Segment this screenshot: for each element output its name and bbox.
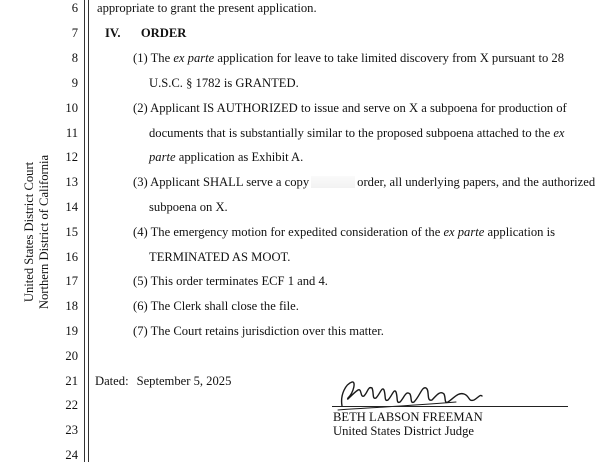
court-district: Northern District of California: [37, 154, 51, 310]
order-item-6: (6) The Clerk shall close the file.: [133, 299, 299, 313]
redaction-mark: [311, 176, 355, 188]
line-number: 20: [65, 349, 78, 363]
body-text-line: appropriate to grant the present application.: [97, 1, 317, 15]
order-text-italic: ex: [553, 126, 565, 140]
line-number: 23: [65, 423, 78, 437]
section-number: IV.: [105, 26, 121, 40]
order-text-italic: ex parte: [443, 225, 485, 239]
order-item-3: [133, 175, 595, 189]
judge-title: United States District Judge: [333, 424, 474, 438]
order-item-3-cont: subpoena on X.: [149, 200, 228, 214]
signature-line: [332, 406, 568, 407]
order-item-2: (2) Applicant IS AUTHORIZED to issue and serve on X a subpoena for production of: [133, 101, 567, 115]
gutter-rule-left: [84, 0, 85, 462]
order-item-1-cont: U.S.C. § 1782 is GRANTED.: [149, 76, 299, 90]
order-text: (4) The emergency motion for expedited consideration of the: [133, 225, 444, 239]
line-number: 12: [65, 150, 78, 164]
line-number: 22: [65, 398, 78, 412]
order-text: application is: [484, 225, 556, 239]
line-number: 24: [65, 448, 78, 462]
line-number: 13: [65, 175, 78, 189]
line-number: 10: [65, 101, 78, 115]
order-text: application as Exhibit A.: [175, 150, 304, 164]
line-number: 9: [71, 76, 78, 90]
order-item-4-cont: TERMINATED AS MOOT.: [149, 250, 291, 264]
line-number: 19: [65, 324, 78, 338]
line-number: 16: [65, 250, 78, 264]
order-item-1: [133, 51, 564, 65]
line-number: 17: [65, 274, 78, 288]
court-name: United States District Court: [22, 161, 36, 303]
line-number: 14: [65, 200, 78, 214]
order-text: (1) The: [133, 51, 174, 65]
dated-line: [95, 374, 231, 388]
order-item-7: (7) The Court retains jurisdiction over this matter.: [133, 324, 384, 338]
order-text-italic: ex parte: [173, 51, 215, 65]
line-number: 18: [65, 299, 78, 313]
section-heading: [105, 26, 186, 40]
order-text: application for leave to take limited discovery from X pursuant to 28: [214, 51, 564, 65]
line-number: 21: [65, 374, 78, 388]
judge-name: BETH LABSON FREEMAN: [333, 410, 483, 424]
dated-label: Dated:: [95, 374, 129, 388]
gutter-rule-right: [88, 0, 89, 462]
order-item-5: (5) This order terminates ECF 1 and 4.: [133, 274, 328, 288]
order-text-italic: parte: [149, 150, 176, 164]
line-number: 6: [71, 1, 78, 15]
section-title: ORDER: [140, 26, 187, 40]
dated-value: September 5, 2025: [136, 374, 232, 388]
line-number: 7: [71, 26, 78, 40]
line-number: 8: [71, 51, 78, 65]
order-text: order, all underlying papers, and the authorized: [357, 175, 596, 189]
order-item-2-cont: [149, 126, 565, 140]
line-number: 15: [65, 225, 78, 239]
order-item-4: [133, 225, 555, 239]
order-item-2-cont: [149, 150, 303, 164]
handwritten-signature: [336, 372, 486, 414]
court-side-label: [22, 154, 52, 310]
order-text: documents that is substantially similar to the proposed subpoena attached to the: [149, 126, 554, 140]
order-text: (3) Applicant SHALL serve a copy: [133, 175, 310, 189]
line-number: 11: [65, 126, 78, 140]
